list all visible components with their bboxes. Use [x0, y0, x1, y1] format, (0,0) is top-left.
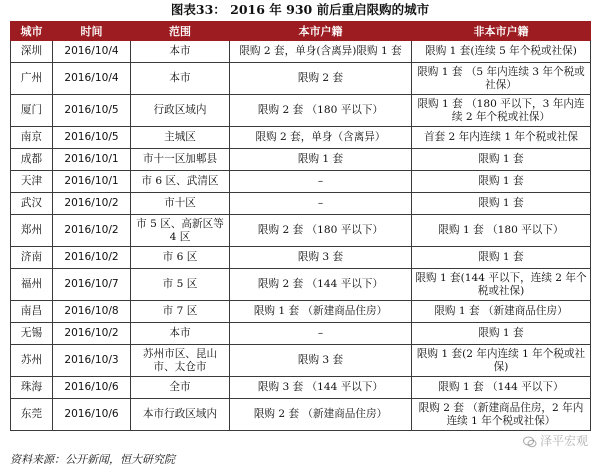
cell-date: 2016/10/5 — [53, 95, 131, 127]
cell-nonlocal-hukou: 限购 1 套 — [412, 193, 591, 215]
cell-local-hukou: 限购 2 套 （180 平以下） — [230, 215, 412, 247]
cell-scope: 本市行政区域内 — [131, 399, 230, 431]
cell-date: 2016/10/1 — [53, 149, 131, 171]
table-row — [11, 399, 591, 431]
cell-scope: 市 5 区 — [131, 269, 230, 301]
cell-city: 郑州 — [11, 215, 53, 247]
cell-local-hukou: 限购 2 套，单身（含离异） — [230, 127, 412, 149]
policy-table — [10, 21, 591, 431]
cell-local-hukou: – — [230, 323, 412, 345]
cell-nonlocal-hukou: 限购 2 套 （新建商品住房，2 年内连续 1 年个税或社保） — [412, 399, 591, 431]
cell-city: 广州 — [11, 63, 53, 95]
cell-local-hukou: – — [230, 171, 412, 193]
cell-nonlocal-hukou: 限购 1 套 （180 平以下） — [412, 215, 591, 247]
cell-city: 深圳 — [11, 41, 53, 63]
cell-date: 2016/10/7 — [53, 269, 131, 301]
cell-date: 2016/10/6 — [53, 377, 131, 399]
cell-nonlocal-hukou: 限购 1 套 — [412, 171, 591, 193]
cell-local-hukou: 限购 2 套，单身(含离异)限购 1 套 — [230, 41, 412, 63]
table-row — [11, 149, 591, 171]
table-header-row — [11, 22, 591, 41]
table-row — [11, 323, 591, 345]
cell-city: 苏州 — [11, 345, 53, 377]
cell-city: 武汉 — [11, 193, 53, 215]
cell-nonlocal-hukou: 限购 1 套 （180 平以下，3 年内连续 2 年个税或社保） — [412, 95, 591, 127]
cell-date: 2016/10/2 — [53, 323, 131, 345]
cell-city: 珠海 — [11, 377, 53, 399]
cell-date: 2016/10/5 — [53, 127, 131, 149]
header-date: 时间 — [53, 22, 131, 41]
cell-city: 厦门 — [11, 95, 53, 127]
table-row — [11, 377, 591, 399]
table-row — [11, 215, 591, 247]
cell-nonlocal-hukou: 限购 1 套 （144 平以下） — [412, 377, 591, 399]
cell-local-hukou: 限购 3 套 — [230, 247, 412, 269]
cell-nonlocal-hukou: 限购 1 套 （新建商品住房） — [412, 301, 591, 323]
wechat-icon — [523, 436, 537, 448]
cell-city: 东莞 — [11, 399, 53, 431]
cell-nonlocal-hukou: 限购 1 套 — [412, 323, 591, 345]
table-row — [11, 171, 591, 193]
cell-nonlocal-hukou: 限购 1 套(144 平以下，连续 2 年个税或社保) — [412, 269, 591, 301]
table-body — [11, 41, 591, 431]
cell-scope: 主城区 — [131, 127, 230, 149]
table-row — [11, 127, 591, 149]
cell-local-hukou: 限购 1 套 （新建商品住房） — [230, 301, 412, 323]
cell-scope: 本市 — [131, 63, 230, 95]
header-nonlocal-hukou: 非本市户籍 — [412, 22, 591, 41]
cell-city: 南昌 — [11, 301, 53, 323]
cell-date: 2016/10/6 — [53, 399, 131, 431]
table-row — [11, 247, 591, 269]
cell-local-hukou: – — [230, 193, 412, 215]
cell-city: 南京 — [11, 127, 53, 149]
cell-nonlocal-hukou: 限购 1 套 — [412, 149, 591, 171]
cell-nonlocal-hukou: 限购 1 套(连续 5 年个税或社保) — [412, 41, 591, 63]
source-note: 资料来源：公开新闻，恒大研究院 — [10, 453, 175, 466]
watermark-text: 泽平宏观 — [539, 434, 588, 448]
cell-scope: 市十一区加郫县 — [131, 149, 230, 171]
header-city: 城市 — [11, 22, 53, 41]
header-local-hukou: 本市户籍 — [230, 22, 412, 41]
table-row — [11, 301, 591, 323]
cell-date: 2016/10/2 — [53, 215, 131, 247]
cell-scope: 市 7 区 — [131, 301, 230, 323]
cell-local-hukou: 限购 2 套 （新建商品住房） — [230, 399, 412, 431]
cell-nonlocal-hukou: 限购 1 套 （5 年内连续 3 年个税或社保） — [412, 63, 591, 95]
cell-date: 2016/10/4 — [53, 63, 131, 95]
cell-scope: 市 5 区、高新区等 4 区 — [131, 215, 230, 247]
cell-city: 成都 — [11, 149, 53, 171]
cell-local-hukou: 限购 1 套 — [230, 149, 412, 171]
watermark — [523, 432, 588, 449]
cell-scope: 本市 — [131, 323, 230, 345]
cell-nonlocal-hukou: 首套 2 年内连续 1 年个税或社保 — [412, 127, 591, 149]
cell-local-hukou: 限购 3 套 — [230, 345, 412, 377]
cell-scope: 苏州市区、昆山市、太仓市 — [131, 345, 230, 377]
cell-date: 2016/10/8 — [53, 301, 131, 323]
cell-date: 2016/10/4 — [53, 41, 131, 63]
table-row — [11, 41, 591, 63]
cell-local-hukou: 限购 2 套 （180 平以下） — [230, 95, 412, 127]
cell-scope: 市十区 — [131, 193, 230, 215]
cell-local-hukou: 限购 2 套 （144 平以下） — [230, 269, 412, 301]
cell-city: 无锡 — [11, 323, 53, 345]
table-row — [11, 95, 591, 127]
cell-nonlocal-hukou: 限购 1 套(2 年内连续 1 年个税或社保) — [412, 345, 591, 377]
cell-city: 福州 — [11, 269, 53, 301]
policy-table-container — [10, 21, 590, 431]
cell-city: 济南 — [11, 247, 53, 269]
cell-date: 2016/10/3 — [53, 345, 131, 377]
cell-city: 天津 — [11, 171, 53, 193]
cell-nonlocal-hukou: 限购 1 套 — [412, 247, 591, 269]
table-row — [11, 193, 591, 215]
cell-date: 2016/10/2 — [53, 193, 131, 215]
table-row — [11, 269, 591, 301]
cell-scope: 全市 — [131, 377, 230, 399]
cell-date: 2016/10/1 — [53, 171, 131, 193]
figure-title: 图表33： 2016 年 930 前后重启限购的城市 — [170, 2, 430, 17]
cell-scope: 市 6 区、武清区 — [131, 171, 230, 193]
cell-scope: 本市 — [131, 41, 230, 63]
table-row — [11, 345, 591, 377]
cell-scope: 市 6 区 — [131, 247, 230, 269]
cell-date: 2016/10/2 — [53, 247, 131, 269]
header-scope: 范围 — [131, 22, 230, 41]
cell-scope: 行政区域内 — [131, 95, 230, 127]
table-row — [11, 63, 591, 95]
cell-local-hukou: 限购 3 套 （144 平以下） — [230, 377, 412, 399]
cell-local-hukou: 限购 2 套 — [230, 63, 412, 95]
